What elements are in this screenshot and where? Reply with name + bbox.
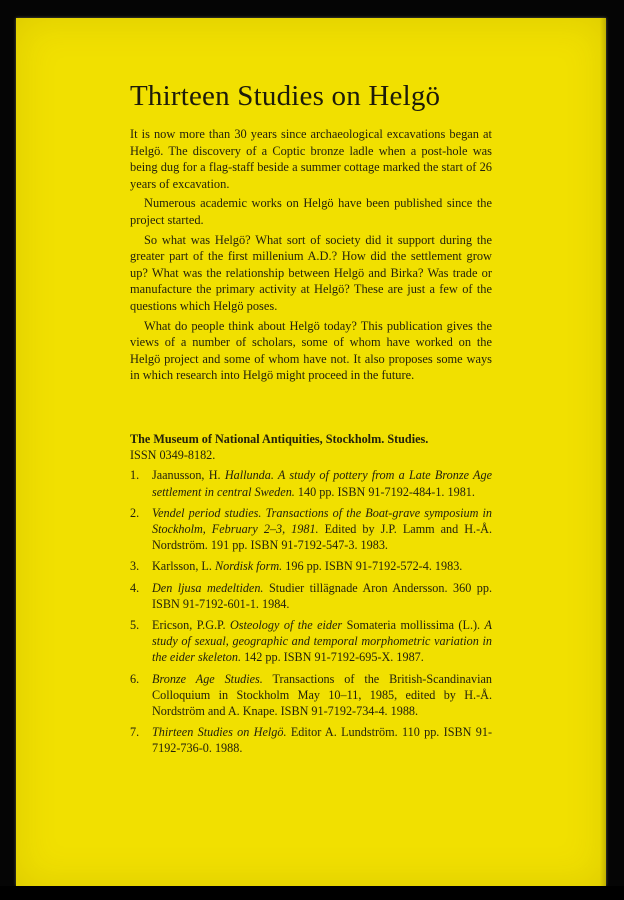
blurb-paragraph: So what was Helgö? What sort of society did it support during the greater part of the first millenium A.D.? How did the settlement grow up? What was the relationship between Helgö and Birka? Was trade or manufacture the primary activity at Helgö? These are just a few of the questions which Helgö poses.	[130, 232, 492, 313]
series-item-number: 3.	[130, 559, 140, 574]
series-item-details: 142 pp. ISBN 91-7192-695-X. 1987.	[241, 650, 424, 665]
series-item	[130, 580, 492, 612]
series-issn: ISSN 0349-8182.	[130, 448, 216, 463]
series-item-number: 4.	[130, 580, 140, 595]
series-list	[130, 467, 492, 756]
series-item-details: Edited by J.P. Lamm and H.-Å. Nordström. 191 pp. ISBN 91-7192-547-3. 1983.	[152, 522, 492, 553]
series-item	[130, 467, 492, 499]
series-item-subtitle: A study of sexual, geographic and temporal morphometric variation in the eider skeleton.	[152, 618, 492, 665]
series-item-details: 140 pp. ISBN 91-7192-484-1. 1981.	[294, 484, 475, 499]
series-item-details: 196 pp. ISBN 91-7192-572-4. 1983.	[282, 559, 463, 574]
series-item	[130, 617, 492, 666]
series-item	[130, 558, 492, 574]
blurb	[130, 126, 492, 387]
series-item-author: Ericson, P.G.P.	[152, 618, 230, 633]
series-item-title: Osteology of the eider	[229, 618, 343, 633]
series-item-number: 7.	[130, 725, 140, 740]
series-item-number: 2.	[130, 505, 140, 520]
series-item-title: Bronze Age Studies.	[152, 671, 263, 686]
series-item-title: Den ljusa medeltiden.	[152, 580, 264, 595]
series-item-title: Nordisk form.	[214, 559, 283, 574]
series-item-details: Studier tillägnade Aron Andersson. 360 pp. ISBN 91-7192-601-1. 1984.	[152, 580, 492, 611]
series-list-section	[130, 431, 492, 762]
series-item-title: Thirteen Studies on Helgö.	[152, 725, 287, 740]
series-item-number: 5.	[130, 618, 140, 633]
series-item-author: Karlsson, L.	[152, 559, 215, 574]
blurb-paragraph: Numerous academic works on Helgö have been published since the project started.	[130, 196, 492, 227]
series-item	[130, 671, 492, 720]
series-item-details: Somateria mollissima (L.).	[342, 618, 485, 633]
series-item-number: 6.	[130, 671, 140, 686]
series-item	[130, 505, 492, 554]
series-heading: The Museum of National Antiquities, Stockholm. Studies.	[130, 432, 429, 446]
book-title: Thirteen Studies on Helgö	[130, 80, 441, 112]
series-item-details: Transactions of the British-Scandinavian Colloquium in Stockholm May 10–11, 1985, edited by H.-Å. Nordström and A. Knape. ISBN 91-7192-734-4. 1988.	[152, 671, 493, 719]
blurb-paragraph: What do people think about Helgö today? This publication gives the views of a number of scholars, some of whom have worked on the Helgö project and some of whom have not. It also proposes some ways in which research into Helgö might proceed in the future.	[130, 318, 492, 383]
series-item-number: 1.	[130, 468, 140, 483]
series-item-title: Vendel period studies. Transactions of the Boat-grave symposium in Stockholm, February 2–3, 1981.	[152, 505, 492, 537]
series-item-title: Hallunda. A study of pottery from a Late Bronze Age settlement in central Sweden.	[152, 468, 492, 499]
series-item-author: Jaanusson, H.	[152, 468, 225, 483]
bottom-shadow	[0, 886, 624, 900]
blurb-paragraph: It is now more than 30 years since archaeological excavations began at Helgö. The discovery of a Coptic bronze ladle when a post-hole was being dug for a flag-staff beside a summer cottage marked the start of 26 years of excavation.	[130, 127, 492, 191]
series-item-details: Editor A. Lundström. 110 pp. ISBN 91-7192-736-0. 1988.	[152, 725, 493, 756]
book-back-cover	[16, 18, 606, 886]
series-item	[130, 724, 492, 756]
